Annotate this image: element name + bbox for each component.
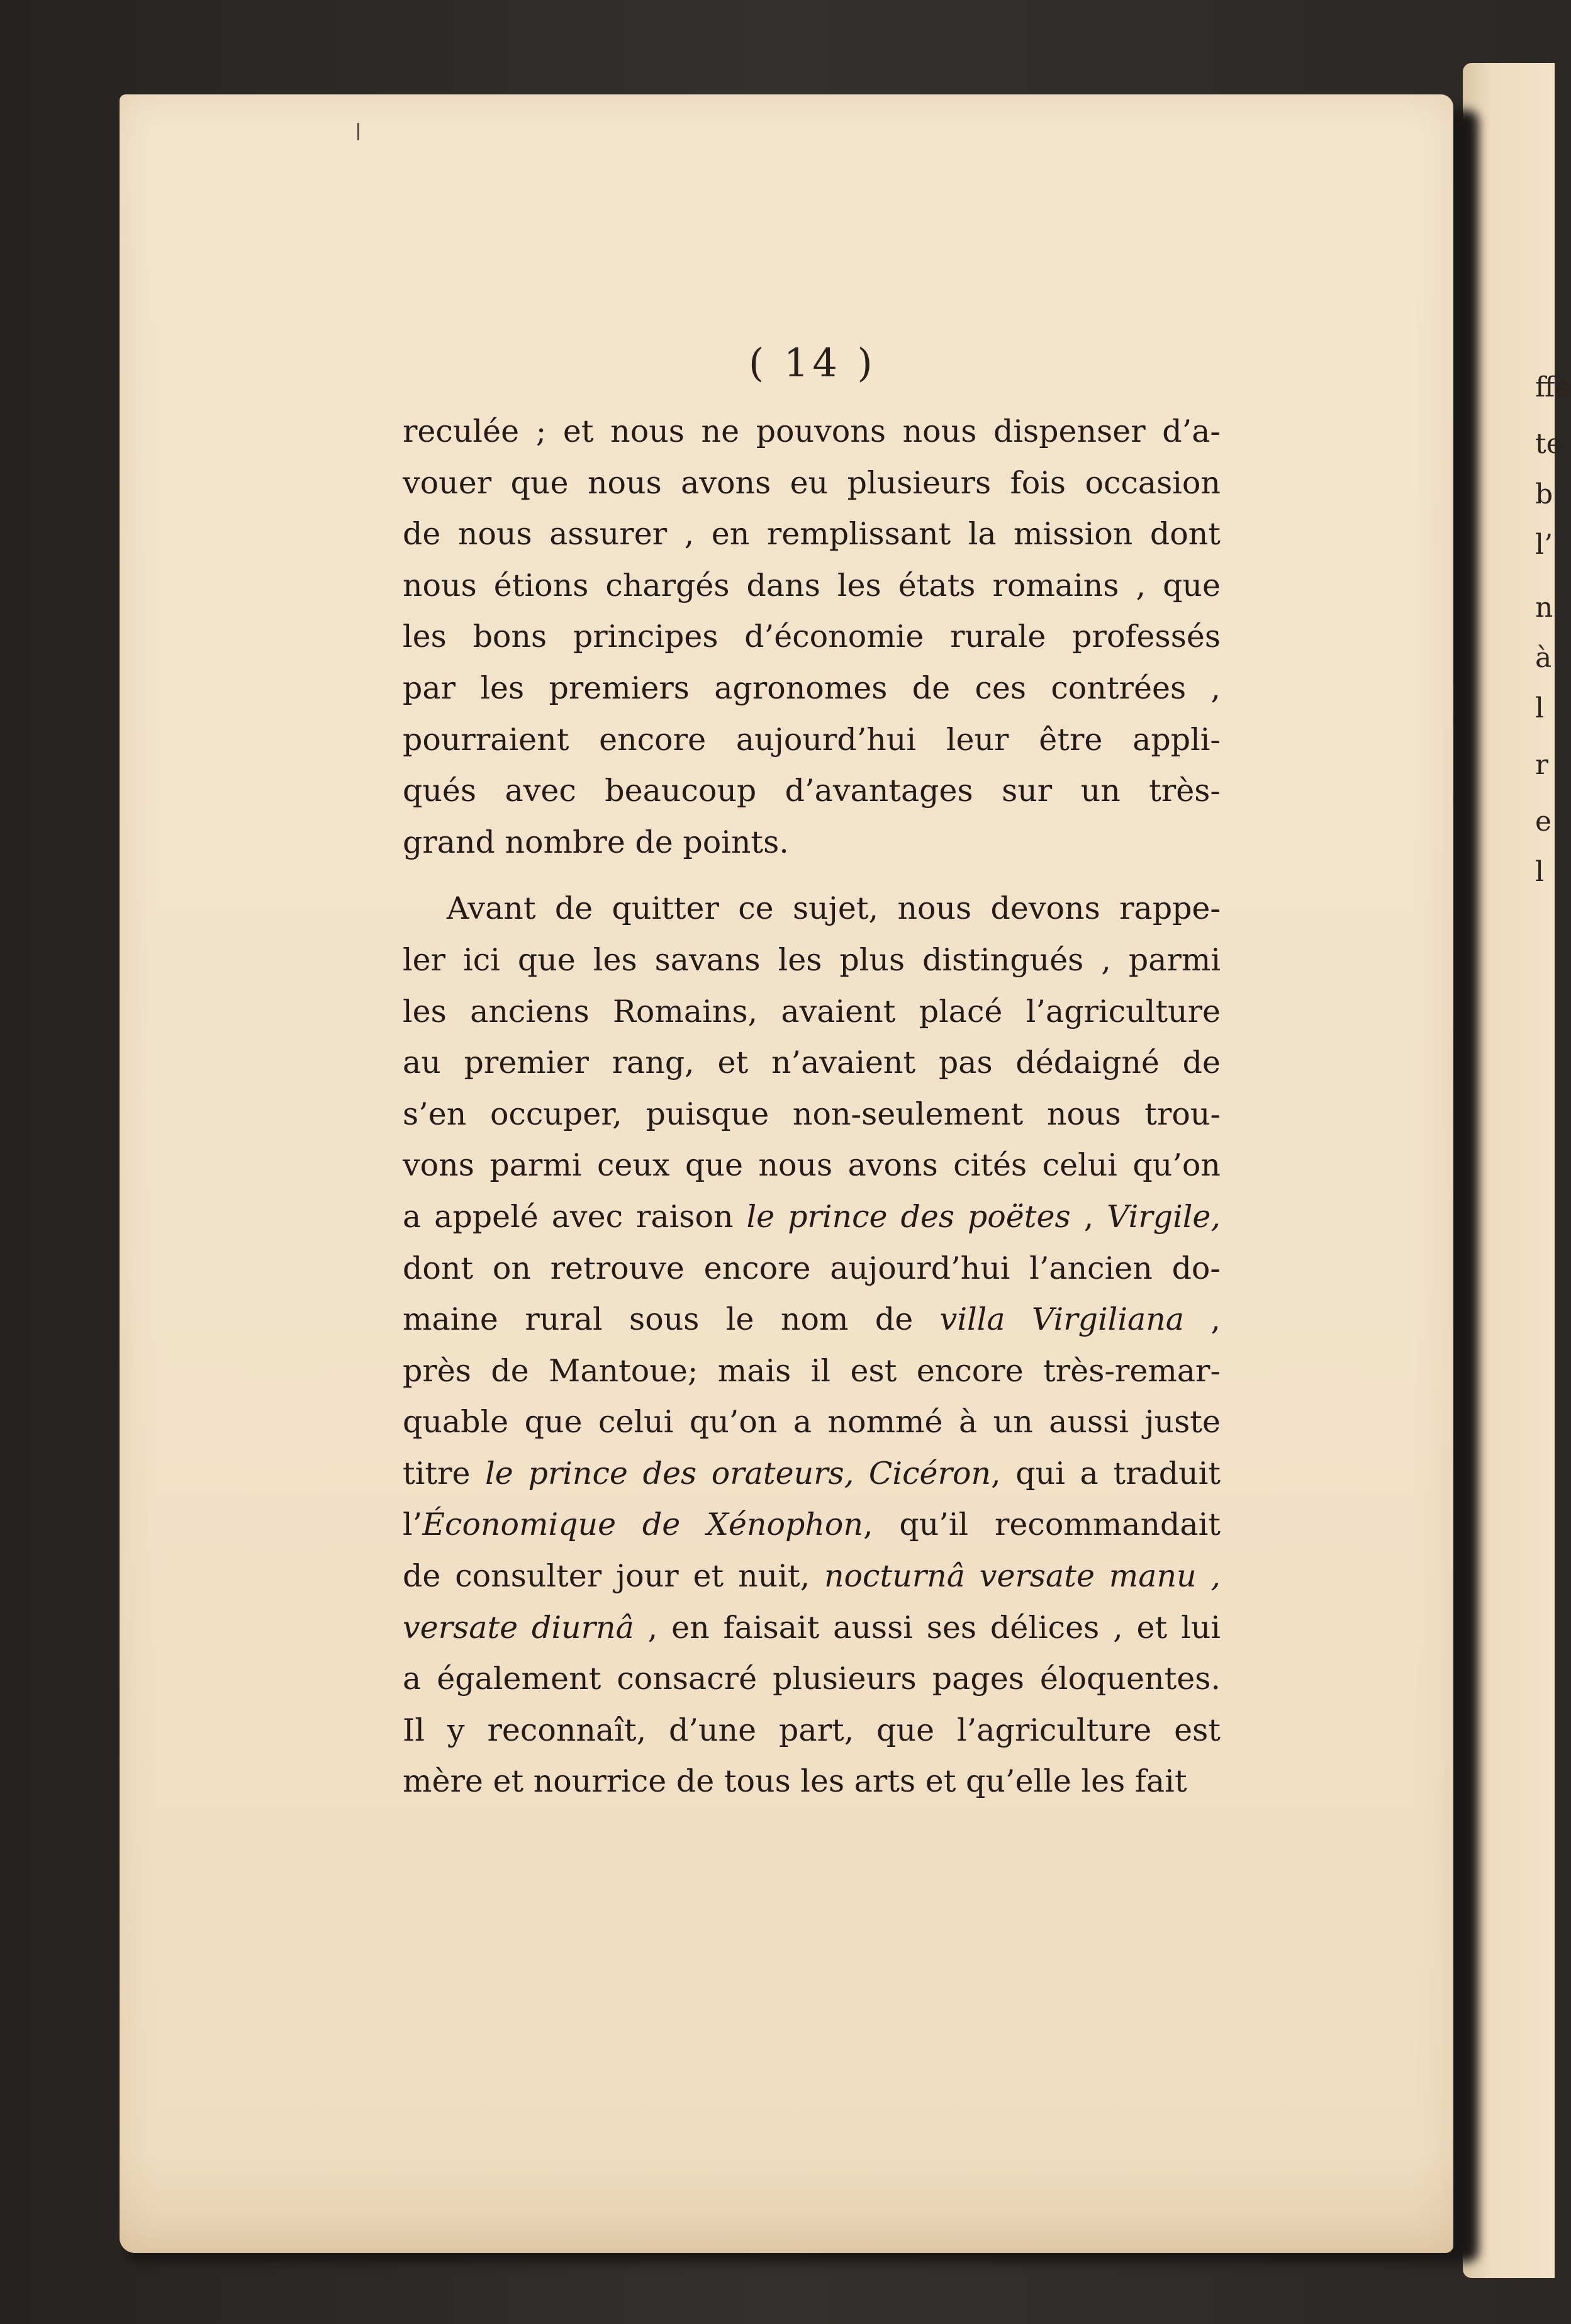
text-span: vouer que nous avons eu plusieurs fois occasion bbox=[403, 464, 1221, 501]
text-span: ler ici que les savans les plus distingués , parmi bbox=[403, 941, 1221, 978]
text-line bbox=[403, 1191, 1221, 1243]
text-span: mère et nourrice de tous les arts et qu’elle les fait bbox=[403, 1763, 1187, 1800]
text-span: , qui a traduit bbox=[991, 1455, 1221, 1491]
page-mark bbox=[357, 123, 359, 140]
text-span: , bbox=[1070, 1198, 1107, 1235]
facing-page-fragment: n bbox=[1535, 592, 1553, 624]
italic-text: Économique de Xénophon bbox=[422, 1507, 863, 1543]
text-line bbox=[403, 883, 1221, 935]
text-line bbox=[403, 1140, 1221, 1191]
text-span: , qu’il recommandait bbox=[863, 1507, 1221, 1543]
text-line bbox=[403, 406, 1221, 458]
italic-text: nocturnâ versate manu , bbox=[824, 1558, 1221, 1595]
text-line bbox=[403, 1602, 1221, 1654]
text-line bbox=[403, 1294, 1221, 1345]
text-span: de consulter jour et nuit, bbox=[403, 1558, 824, 1595]
text-line bbox=[403, 458, 1221, 509]
text-span: par les premiers agronomes de ces contrées , bbox=[403, 670, 1221, 706]
text-line bbox=[403, 1089, 1221, 1140]
facing-page-fragment: l’ bbox=[1535, 529, 1553, 561]
facing-page-fragment: r bbox=[1535, 749, 1549, 781]
facing-page-fragment: e bbox=[1535, 806, 1552, 838]
paragraph bbox=[403, 406, 1221, 868]
text-line bbox=[403, 1396, 1221, 1448]
text-span: les anciens Romains, avaient placé l’agriculture bbox=[403, 993, 1221, 1030]
text-span: Il y reconnaît, d’une part, que l’agriculture est bbox=[403, 1712, 1221, 1748]
text-line bbox=[403, 714, 1221, 766]
text-span: vons parmi ceux que nous avons cités celui qu’on bbox=[403, 1147, 1221, 1184]
facing-page-fragment: b bbox=[1535, 478, 1553, 510]
text-span: reculée ; et nous ne pouvons nous dispenser d’a- bbox=[403, 413, 1221, 449]
body-text bbox=[403, 406, 1221, 1807]
text-line bbox=[403, 817, 1221, 868]
text-span: maine rural sous le nom de bbox=[403, 1301, 940, 1338]
text-span: de nous assurer , en remplissant la mission dont bbox=[403, 516, 1221, 553]
page-number: ( 14 ) bbox=[749, 340, 876, 386]
italic-text: Virgile, bbox=[1107, 1198, 1221, 1235]
text-line bbox=[403, 560, 1221, 612]
facing-page-fragment: l bbox=[1535, 856, 1545, 888]
facing-page-fragment: ffe bbox=[1535, 371, 1571, 403]
text-span: grand nombre de points. bbox=[403, 824, 789, 860]
italic-text: versate diurnâ bbox=[403, 1609, 634, 1646]
text-span: , en faisait aussi ses délices , et lui bbox=[634, 1609, 1221, 1646]
text-line bbox=[403, 663, 1221, 714]
text-span: pourraient encore aujourd’hui leur être appli- bbox=[403, 721, 1221, 758]
italic-text: villa Virgiliana bbox=[939, 1301, 1184, 1338]
facing-page-fragment: te bbox=[1535, 428, 1563, 460]
text-line bbox=[403, 1037, 1221, 1089]
text-span: l’ bbox=[403, 1507, 423, 1543]
text-line bbox=[403, 1243, 1221, 1294]
text-line bbox=[403, 1499, 1221, 1551]
facing-page-fragment: l bbox=[1535, 692, 1545, 724]
text-span: près de Mantoue; mais il est encore très-remar- bbox=[403, 1352, 1221, 1389]
text-line bbox=[403, 1705, 1221, 1756]
text-span: dont on retrouve encore aujourd’hui l’ancien do- bbox=[403, 1250, 1221, 1286]
text-line bbox=[403, 765, 1221, 817]
text-line bbox=[403, 1551, 1221, 1602]
text-span: titre bbox=[403, 1455, 486, 1491]
text-span: , bbox=[1183, 1301, 1221, 1338]
text-span: les bons principes d’économie rurale professés bbox=[403, 619, 1221, 655]
text-span: Avant de quitter ce sujet, nous devons rappe- bbox=[447, 890, 1221, 927]
text-span: s’en occuper, puisque non-seulement nous trou- bbox=[403, 1096, 1221, 1132]
text-span: nous étions chargés dans les états romains , que bbox=[403, 567, 1221, 603]
text-line bbox=[403, 986, 1221, 1038]
text-line bbox=[403, 508, 1221, 560]
italic-text: le prince des orateurs, Cicéron bbox=[485, 1455, 992, 1491]
facing-page-fragment: à bbox=[1535, 642, 1552, 674]
text-span: quable que celui qu’on a nommé à un aussi juste bbox=[403, 1404, 1221, 1440]
text-line bbox=[403, 1756, 1221, 1807]
italic-text: le prince des poëtes bbox=[746, 1198, 1071, 1235]
text-line bbox=[403, 1345, 1221, 1397]
text-span: a appelé avec raison bbox=[403, 1198, 747, 1235]
text-span: au premier rang, et n’avaient pas dédaigné de bbox=[403, 1045, 1221, 1081]
text-span: qués avec beaucoup d’avantages sur un très- bbox=[403, 773, 1221, 809]
text-line bbox=[403, 611, 1221, 663]
text-line bbox=[403, 1653, 1221, 1705]
text-line bbox=[403, 935, 1221, 986]
text-line bbox=[403, 1448, 1221, 1500]
paragraph bbox=[403, 883, 1221, 1807]
text-span: a également consacré plusieurs pages éloquentes. bbox=[403, 1661, 1221, 1697]
